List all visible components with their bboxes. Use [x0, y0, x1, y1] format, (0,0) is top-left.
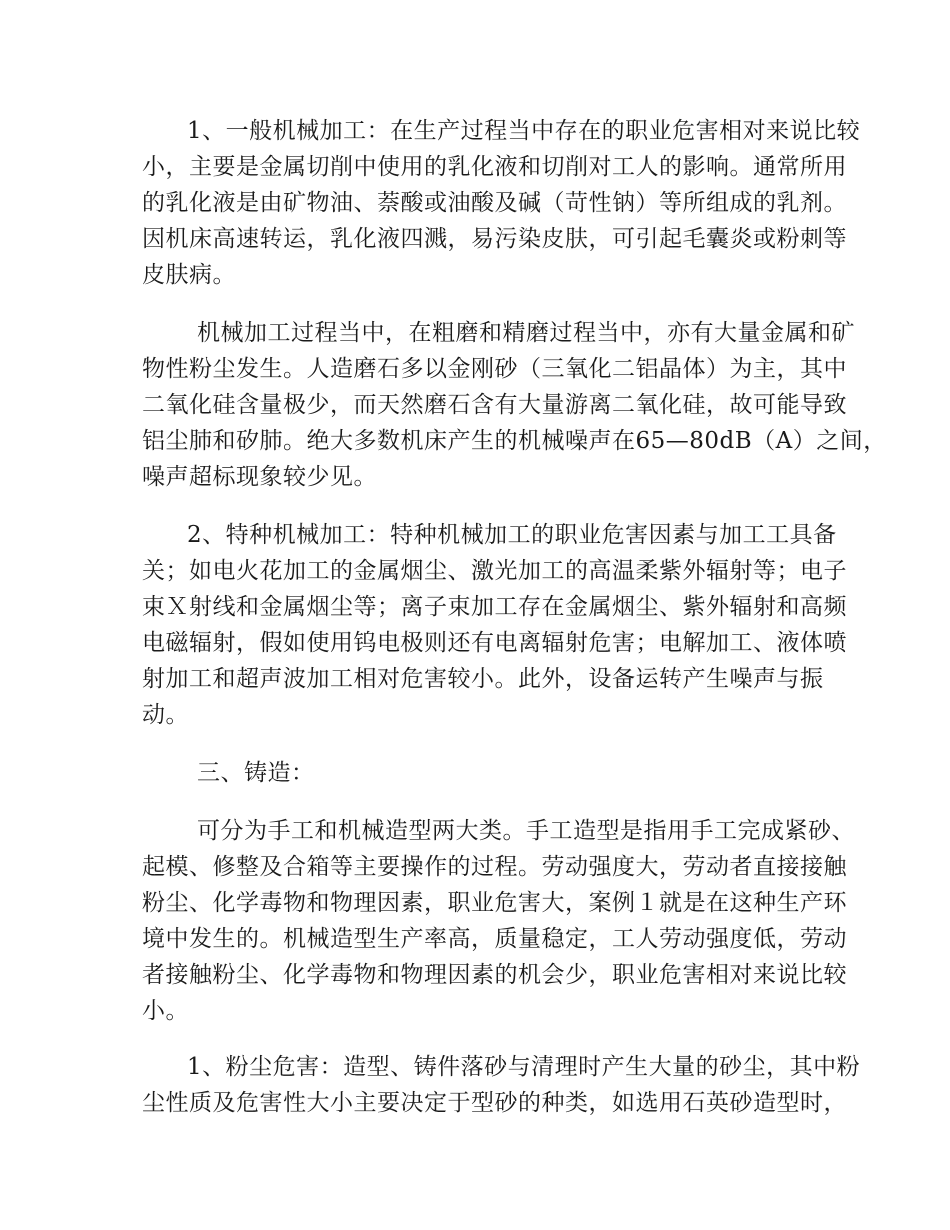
paragraph-5-line-5: 者接触粉尘、化学毒物和物理因素的机会少，职业危害相对来说比较: [142, 962, 847, 988]
paragraph-5-line-3: 粉尘、化学毒物和物理因素，职业危害大，案例１就是在这种生产环: [142, 890, 847, 916]
paragraph-1-line-4: 因机床高速转运，乳化液四溅，易污染皮肤，可引起毛囊炎或粉刺等: [142, 226, 847, 252]
paragraph-3-line-3: 束Ｘ射线和金属烟尘等；离子束加工存在金属烟尘、紫外辐射和高频: [142, 594, 847, 620]
paragraph-2-line-5: 噪声超标现象较少见。: [142, 464, 377, 490]
paragraph-2-line-4: 铝尘肺和矽肺。绝大多数机床产生的机械噪声在65—80dB（A）之间，: [142, 428, 887, 454]
paragraph-1-line-2: 小，主要是金属切削中使用的乳化液和切削对工人的影响。通常所用: [142, 154, 847, 180]
paragraph-3-line-5: 射加工和超声波加工相对危害较小。此外，设备运转产生噪声与振: [142, 666, 824, 692]
paragraph-2-line-2: 物性粉尘发生。人造磨石多以金刚砂（三氧化二铝晶体）为主，其中: [142, 356, 847, 382]
paragraph-1-line-1: 1、一般机械加工：在生产过程当中存在的职业危害相对来说比较: [187, 118, 861, 144]
paragraph-5-line-4: 境中发生的。机械造型生产率高，质量稳定，工人劳动强度低，劳动: [142, 926, 847, 952]
paragraph-3-line-4: 电磁辐射，假如使用钨电极则还有电离辐射危害；电解加工、液体喷: [142, 630, 847, 656]
paragraph-1-line-3: 的乳化液是由矿物油、萘酸或油酸及碱（苛性钠）等所组成的乳剂。: [142, 190, 847, 216]
paragraph-2-line-3: 二氧化硅含量极少，而天然磨石含有大量游离二氧化硅，故可能导致: [142, 392, 847, 418]
paragraph-1-line-5: 皮肤病。: [142, 262, 236, 288]
paragraph-3-line-2: 关；如电火花加工的金属烟尘、激光加工的高温柔紫外辐射等；电子: [142, 558, 847, 584]
paragraph-2-line-1: 机械加工过程当中，在粗磨和精磨过程当中，亦有大量金属和矿: [197, 320, 855, 346]
paragraph-3-line-6: 动。: [142, 702, 189, 728]
paragraph-5-line-1: 可分为手工和机械造型两大类。手工造型是指用手工完成紧砂、: [197, 818, 855, 844]
paragraph-6-line-2: 尘性质及危害性大小主要决定于型砂的种类，如选用石英砂造型时，: [142, 1090, 847, 1116]
paragraph-6-line-1: 1、粉尘危害：造型、铸件落砂与清理时产生大量的砂尘，其中粉: [187, 1054, 861, 1080]
paragraph-5-line-2: 起模、修整及合箱等主要操作的过程。劳动强度大，劳动者直接接触: [142, 854, 847, 880]
section-heading-casting: 三、铸造：: [197, 760, 315, 786]
paragraph-5-line-6: 小。: [142, 998, 189, 1024]
paragraph-3-line-1: 2、特种机械加工：特种机械加工的职业危害因素与加工工具备: [187, 522, 837, 548]
